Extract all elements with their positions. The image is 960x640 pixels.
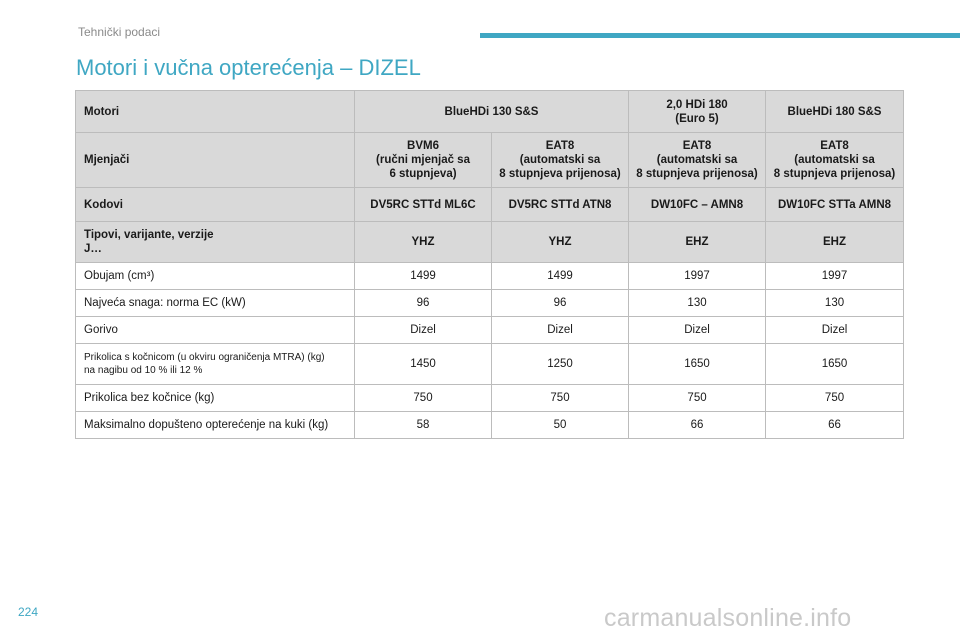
table-cell: 130 [629,290,766,317]
row-label-line: Prikolica s kočnicom (u okviru ograničenja MTRA) (kg) [84,352,325,363]
engine-cell [629,91,766,133]
gearbox-line: 8 stupnjeva prijenosa) [499,168,621,180]
page-number: 224 [18,605,39,619]
table-row [76,222,904,263]
table-cell: 96 [492,290,629,317]
engine-line: 2,0 HDi 180 [666,98,728,111]
row-label-line: na nagibu od 10 % ili 12 % [84,365,203,376]
table-cell: YHZ [492,222,629,263]
table-row [76,385,904,412]
row-label-line: J… [84,243,102,255]
table-cell: 96 [355,290,492,317]
table-cell: 750 [355,385,492,412]
table-cell: Dizel [629,317,766,344]
row-label [76,344,355,385]
gearbox-line: (automatski sa [794,154,875,166]
table-cell: DV5RC STTd ML6C [355,188,492,222]
row-label: Gorivo [76,317,355,344]
accent-bar [480,33,960,38]
row-label: Obujam (cm³) [76,263,355,290]
table-cell: 750 [766,385,904,412]
table-cell: DW10FC – AMN8 [629,188,766,222]
table-cell: 1499 [492,263,629,290]
page-title: Motori i vučna opterećenja – DIZEL [76,55,421,80]
row-label: Maksimalno dopušteno opterećenje na kuki (kg) [76,412,355,439]
gearbox-line: EAT8 [545,140,575,152]
table-cell: YHZ [355,222,492,263]
table-cell: 750 [492,385,629,412]
gearbox-line: 8 stupnjeva prijenosa) [636,168,758,180]
table-cell: 1650 [629,344,766,385]
engine-cell [355,91,629,133]
table-cell: 1450 [355,344,492,385]
engine-cell [766,91,904,133]
gearbox-cell [766,133,904,188]
table-cell: 1997 [629,263,766,290]
table-cell: 1250 [492,344,629,385]
table-cell: 50 [492,412,629,439]
table-cell: 130 [766,290,904,317]
table-cell: 750 [629,385,766,412]
table-cell: DW10FC STTa AMN8 [766,188,904,222]
gearbox-cell [629,133,766,188]
specs-table [75,90,904,439]
watermark: carmanualsonline.info [604,604,852,632]
gearbox-line: (automatski sa [519,154,601,166]
table-cell: Dizel [355,317,492,344]
table-cell: 1997 [766,263,904,290]
engine-line: BlueHDi 130 S&S [444,105,539,118]
row-label: Kodovi [76,188,355,222]
section-label: Tehnički podaci [78,25,161,39]
gearbox-cell [492,133,629,188]
engine-line: BlueHDi 180 S&S [787,105,882,118]
gearbox-cell [355,133,492,188]
gearbox-line: EAT8 [682,140,712,152]
table-row [76,412,904,439]
gearbox-line: (automatski sa [656,154,738,166]
table-row [76,344,904,385]
gearbox-line: (ručni mjenjač sa [376,154,470,166]
gearbox-line: BVM6 [407,140,439,152]
table-row [76,188,904,222]
engine-line: (Euro 5) [675,112,719,125]
row-label [76,222,355,263]
table-cell: DV5RC STTd ATN8 [492,188,629,222]
row-label-line: Tipovi, varijante, verzije [84,229,214,241]
gearbox-line: 8 stupnjeva prijenosa) [773,168,896,180]
table-cell: Dizel [766,317,904,344]
engines-header-row [76,91,904,133]
table-row [76,317,904,344]
table-row [76,290,904,317]
table-cell: 1499 [355,263,492,290]
table-cell: 58 [355,412,492,439]
table-cell: Dizel [492,317,629,344]
row-label: Prikolica bez kočnice (kg) [76,385,355,412]
table-cell: EHZ [629,222,766,263]
table-cell: 1650 [766,344,904,385]
table-row [76,263,904,290]
table-cell: 66 [766,412,904,439]
row-label-gearbox: Mjenjači [76,133,355,188]
row-label: Najveća snaga: norma EC (kW) [76,290,355,317]
gearbox-line: 6 stupnjeva) [389,168,457,180]
table-cell: 66 [629,412,766,439]
gearbox-header-row [76,133,904,188]
row-label-engines: Motori [76,91,355,133]
table-cell: EHZ [766,222,904,263]
gearbox-line: EAT8 [820,140,849,152]
